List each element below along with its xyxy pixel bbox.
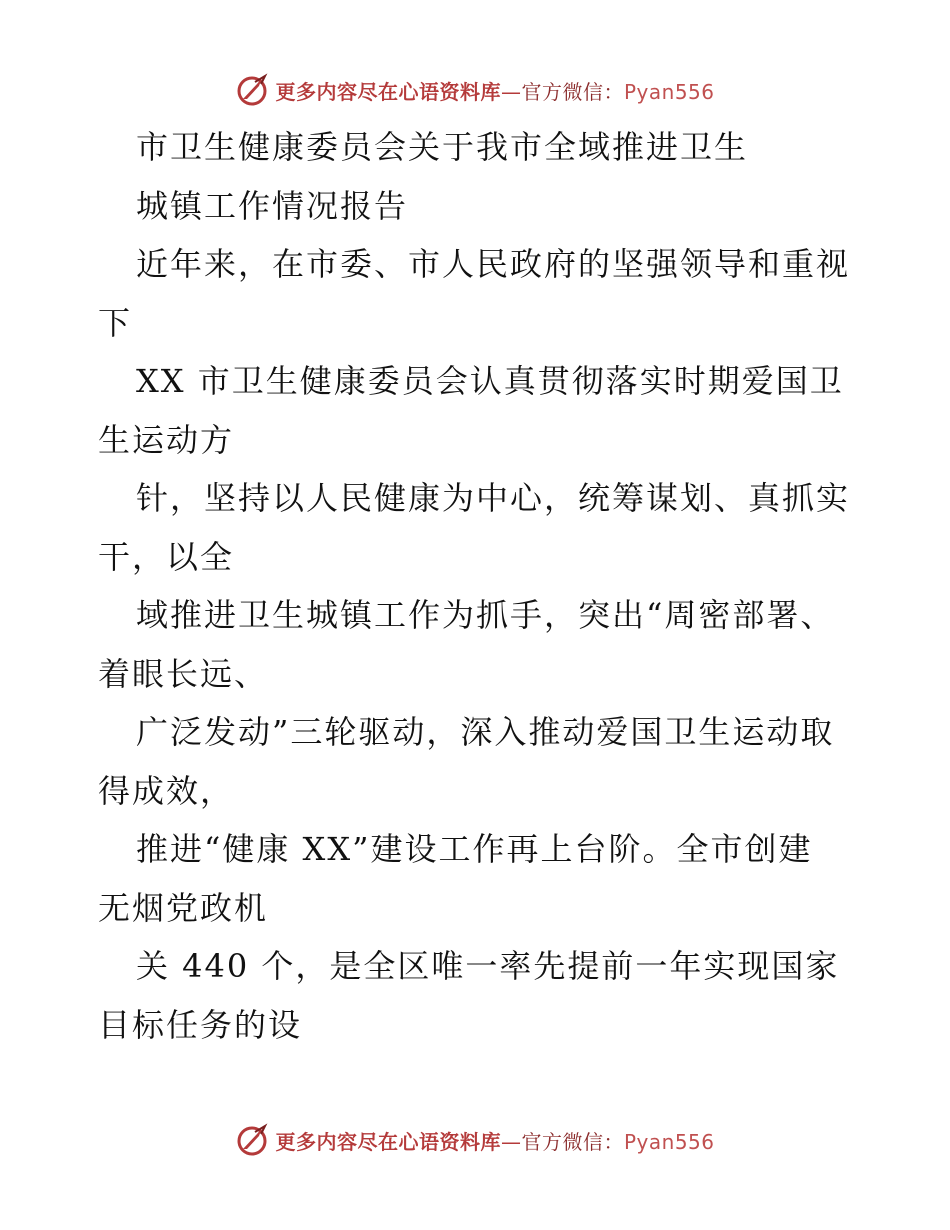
text-line: 无烟党政机	[98, 888, 269, 927]
watermark-text	[275, 76, 714, 105]
header-watermark	[0, 70, 950, 110]
watermark-dash: —	[500, 79, 522, 104]
document-body	[98, 118, 868, 1054]
quill-logo-icon	[235, 1122, 271, 1158]
text-line: 针，坚持以人民健康为中心，统筹谋划、真抓实	[136, 479, 851, 517]
footer-watermark	[0, 1120, 950, 1160]
text-line: 干，以全	[98, 537, 235, 576]
text-line: 市卫生健康委员会关于我市全域推进卫生	[136, 128, 749, 166]
watermark-text	[275, 1126, 714, 1155]
text-line: 目标任务的设	[98, 1005, 303, 1044]
watermark-label: 官方微信：	[521, 1129, 624, 1154]
text-line: 推进“健康 XX”建设工作再上台阶。全市创建	[136, 830, 813, 868]
watermark-id: Pyan556	[623, 1129, 715, 1154]
text-line: 得成效，	[98, 771, 235, 810]
text-line: 生运动方	[98, 420, 235, 459]
text-line: 下	[98, 303, 133, 342]
text-line: 城镇工作情况报告	[136, 186, 409, 225]
text-line: XX 市卫生健康委员会认真贯彻落实时期爱国卫	[136, 362, 844, 400]
text-line: 域推进卫生城镇工作为抓手，突出“周密部署、	[136, 596, 835, 634]
quill-logo-icon	[235, 72, 271, 108]
watermark-brand: 更多内容尽在心语资料库	[275, 1129, 501, 1154]
watermark-dash: —	[500, 1129, 522, 1154]
text-line: 着眼长远、	[98, 654, 269, 693]
watermark-id: Pyan556	[623, 79, 715, 104]
watermark-brand: 更多内容尽在心语资料库	[275, 79, 501, 104]
watermark-label: 官方微信：	[521, 79, 624, 104]
text-line: 广泛发动”三轮驱动，深入推动爱国卫生运动取	[136, 713, 835, 751]
text-line: 关 440 个，是全区唯一率先提前一年实现国家	[136, 947, 840, 985]
text-line: 近年来，在市委、市人民政府的坚强领导和重视	[136, 245, 851, 283]
